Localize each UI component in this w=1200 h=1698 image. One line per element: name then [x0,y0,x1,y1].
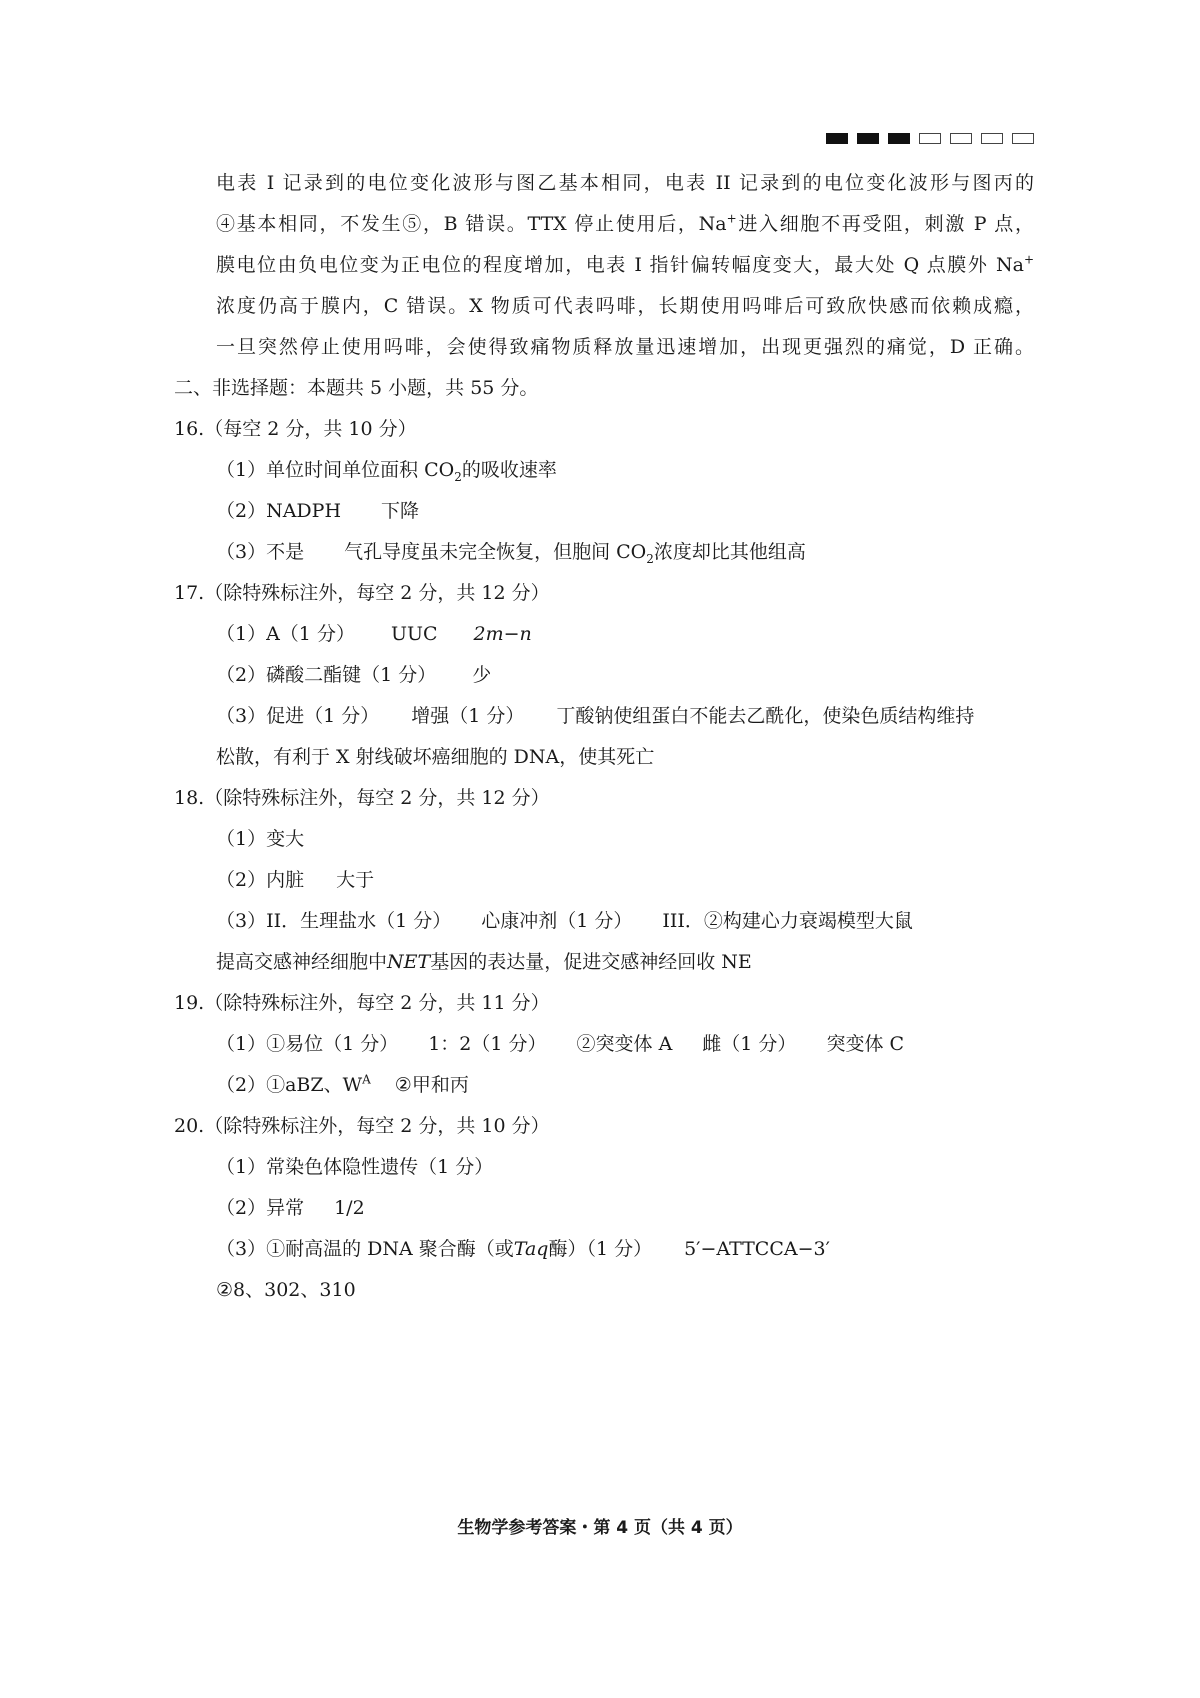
subscript: 2 [454,469,462,484]
analysis-text: ④基本相同，不发生⑤，B 错误。TTX 停止使用后，Na [216,213,727,235]
analysis-text: 进入细胞不再受阻，刺激 P 点， [736,213,1034,235]
question-19-answer-2 [216,1072,469,1098]
question-20-answer-2 [216,1195,365,1221]
superscript: + [1023,252,1034,267]
question-17-answer-2 [216,662,491,688]
progress-marker-filled [826,133,848,144]
progress-marker-empty [981,133,1003,144]
answer-text: 提高交感神经细胞中 [216,951,388,973]
question-16-answer-2 [216,498,419,524]
answer-text: （2）NADPH [216,500,342,522]
progress-marker-filled [888,133,910,144]
answer-text: （3）促进（1 分） [216,705,380,727]
question-16-answer-3 [216,539,806,565]
answer-text: （1）单位时间单位面积 CO [216,459,455,481]
answer-text: （3）①耐高温的 DNA 聚合酶（或 [216,1238,514,1260]
answer-text: 的吸收速率 [461,459,557,481]
question-19-heading: 19.（除特殊标注外，每空 2 分，共 11 分） [174,992,550,1014]
answer-text: （1）A（1 分） [216,623,355,645]
question-18-heading: 18.（除特殊标注外，每空 2 分，共 12 分） [174,787,550,809]
analysis-line [216,252,1034,278]
answer-text: （2）①aBZ、W [216,1074,363,1096]
answer-text: （2）异常 [216,1197,305,1219]
answer-text: 少 [472,664,492,686]
answer-text: III．②构建心力衰竭模型大鼠 [662,910,913,932]
answer-text: （3）II．生理盐水（1 分） [216,910,452,932]
answer-text: ②甲和丙 [394,1074,469,1096]
question-19-answer-1 [216,1031,904,1057]
question-17-answer-3 [216,703,974,729]
question-18-answer-3-cont [216,949,752,975]
enzyme-name: Taq [513,1238,549,1260]
answer-text: 2m−n [473,623,532,645]
analysis-line [216,211,1034,237]
question-20-answer-4: ②8、302、310 [216,1279,356,1301]
question-18-answer-1: （1）变大 [216,828,305,850]
answer-text: UUC [390,623,438,645]
answer-text: （3）不是 [216,541,305,563]
superscript: A [362,1072,371,1087]
answer-text: 基因的表达量，促进交感神经回收 NE [430,951,752,973]
answer-text: 下降 [381,500,420,522]
answer-text: 大于 [336,869,375,891]
answer-text: 5′−ATTCCA−3′ [684,1238,830,1260]
progress-marker-empty [919,133,941,144]
answer-text: 突变体 C [826,1033,905,1055]
answer-text: 雌（1 分） [702,1033,797,1055]
answer-text: 酶）（1 分） [548,1238,653,1260]
analysis-line [216,170,1034,196]
page-progress-markers [826,133,1034,144]
answer-text: 浓度却比其他组高 [653,541,806,563]
analysis-line [216,293,1034,319]
subscript: 2 [646,551,654,566]
progress-marker-empty [950,133,972,144]
answer-text: （2）磷酸二酯键（1 分） [216,664,437,686]
answer-text: 心康冲剂（1 分） [481,910,633,932]
page-footer: 生物学参考答案・第 4 页（共 4 页） [457,1518,743,1538]
answer-text: （2）内脏 [216,869,305,891]
answer-text: （1）①易位（1 分） [216,1033,399,1055]
progress-marker-empty [1012,133,1034,144]
answer-text: ②突变体 A [576,1033,673,1055]
analysis-text: 膜电位由负电位变为正电位的程度增加，电表 I 指针偏转幅度变大，最大处 Q 点膜外 Na [216,254,1024,276]
section-heading: 二、非选择题：本题共 5 小题，共 55 分。 [174,377,539,399]
question-18-answer-2 [216,867,374,893]
analysis-text: 一旦突然停止使用吗啡，会使得致痛物质释放量迅速增加，出现更强烈的痛觉，D 正确。 [216,336,1034,358]
question-20-answer-3 [216,1236,830,1262]
question-17-answer-3-cont: 松散，有利于 X 射线破坏癌细胞的 DNA，使其死亡 [216,746,655,768]
question-17-heading: 17.（除特殊标注外，每空 2 分，共 12 分） [174,582,550,604]
question-20-answer-1: （1）常染色体隐性遗传（1 分） [216,1156,494,1178]
answer-text: 丁酸钠使组蛋白不能去乙酰化，使染色质结构维持 [556,705,975,727]
answer-text: 气孔导度虽未完全恢复，但胞间 CO [344,541,647,563]
answer-text: 增强（1 分） [411,705,525,727]
question-18-answer-3 [216,908,913,934]
question-16-answer-1 [216,457,557,483]
answer-text: 1：2（1 分） [428,1033,547,1055]
answer-text: 1/2 [334,1197,365,1219]
superscript: + [726,211,737,226]
analysis-line [216,334,1034,360]
question-16-heading: 16.（每空 2 分，共 10 分） [174,418,417,440]
gene-name: NET [387,951,431,973]
analysis-text: 电表 I 记录到的电位变化波形与图乙基本相同，电表 II 记录到的电位变化波形与图丙的 [216,172,1034,194]
analysis-text: 浓度仍高于膜内，C 错误。X 物质可代表吗啡，长期使用吗啡后可致欣快感而依赖成瘾， [216,295,1034,317]
question-20-heading: 20.（除特殊标注外，每空 2 分，共 10 分） [174,1115,550,1137]
question-17-answer-1 [216,621,532,647]
progress-marker-filled [857,133,879,144]
